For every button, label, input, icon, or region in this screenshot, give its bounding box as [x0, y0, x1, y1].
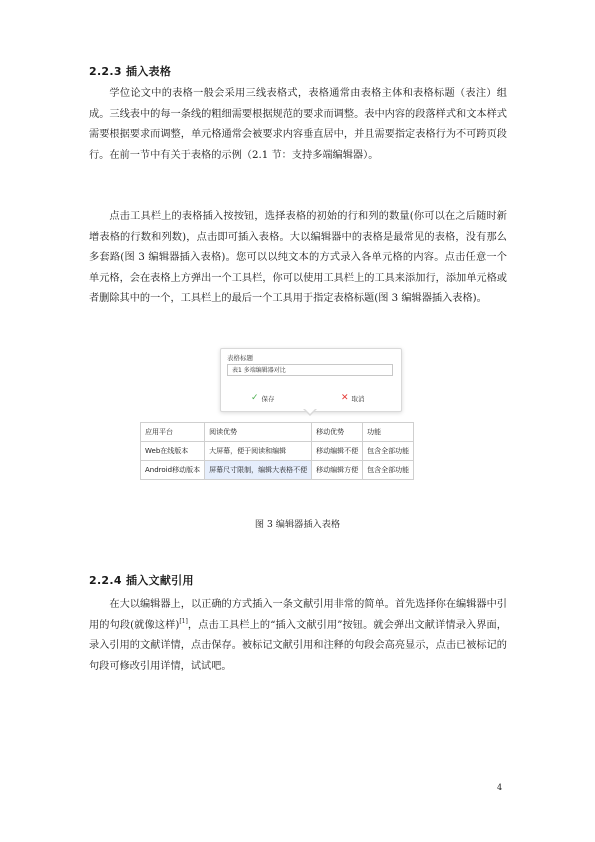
- table-cell[interactable]: 包含全部功能: [363, 442, 414, 461]
- section-heading-2-2-3: 2.2.3 插入表格: [89, 65, 172, 78]
- table-row: [141, 461, 414, 480]
- citation-text-after: ，点击工具栏上的“插入文献引用”按钮。就会弹出文献详情录入界面，录入引用的文献详情，点击保存。被标记文献引用和注释的句段会高亮显示，点击已被标记的句段可修改引用详情，试试吧。: [89, 619, 507, 672]
- table-cell[interactable]: 包含全部功能: [363, 461, 414, 480]
- editor-comparison-table: [140, 422, 414, 480]
- table-row: [141, 442, 414, 461]
- popup-title-label: 表格标题: [227, 354, 253, 362]
- table-title-input[interactable]: 表1 多端编辑器对比: [227, 364, 393, 376]
- table-cell[interactable]: 阅读优势: [205, 423, 312, 442]
- table-cell[interactable]: 应用平台: [141, 423, 205, 442]
- paragraph-citation: [89, 595, 507, 677]
- table-cell[interactable]: 功能: [363, 423, 414, 442]
- save-button-label: 保存: [261, 394, 275, 403]
- table-cell[interactable]: 大屏幕，便于阅读和编辑: [205, 442, 312, 461]
- popup-pointer-fill: [304, 408, 316, 414]
- citation-text-before: 在大以编辑器上，以正确的方式插入一条文献引用非常的简单。首先选择你在编辑器中引用的句段(就像这样): [89, 599, 507, 631]
- paragraph-table-insert: 点击工具栏上的表格插入按按钮，选择表格的初始的行和列的数量(你可以在之后随时新增表格的行数和列数)，点击即可插入表格。大以编辑器中的表格是最常见的表格，没有那么多套路(图 3 编辑器插入表格)。您可以以纯文本的方式录入各单元格的内容。点击任意一个单元格，会在表格上方弹出一个工具栏，你可以使用工具栏上的工具来添加行，添加单元格或者删除其中的一个，工具栏上的最后一个工具用于指定表格标题(图 3 编辑器插入表格)。: [89, 211, 507, 304]
- table-cell-selected[interactable]: 屏幕尺寸限制，编辑大表格不便: [205, 461, 312, 480]
- close-icon: ✕: [341, 393, 349, 403]
- check-icon: ✓: [251, 393, 259, 403]
- cancel-button-label: 取消: [351, 394, 365, 403]
- paragraph-table-intro: 学位论文中的表格一般会采用三线表格式，表格通常由表格主体和表格标题（表注）组成。三线表中的每一条线的粗细需要根据规范的要求而调整。表中内容的段落样式和文本样式需要根据要求而调整，单元格通常会被要求内容垂直居中，并且需要指定表格行为不可跨页段行。在前一节中有关于表格的示例（2.1 节：支持多端编辑器）。: [89, 88, 507, 161]
- citation-mark[interactable]: [1]: [179, 617, 188, 625]
- table-cell[interactable]: 移动编辑方便: [312, 461, 363, 480]
- save-button[interactable]: [251, 393, 275, 403]
- table-cell[interactable]: Android移动版本: [141, 461, 205, 480]
- table-cell[interactable]: 移动优势: [312, 423, 363, 442]
- page-number: 4: [497, 783, 503, 792]
- table-title-popup: [220, 348, 402, 412]
- table-cell[interactable]: 移动编辑不便: [312, 442, 363, 461]
- figure-editor-insert-table: [140, 348, 470, 498]
- cancel-button[interactable]: [341, 393, 365, 403]
- figure-caption: 图 3 编辑器插入表格: [254, 519, 341, 530]
- table-cell[interactable]: Web在线版本: [141, 442, 205, 461]
- section-heading-2-2-4: 2.2.4 插入文献引用: [89, 574, 194, 587]
- table-row: [141, 423, 414, 442]
